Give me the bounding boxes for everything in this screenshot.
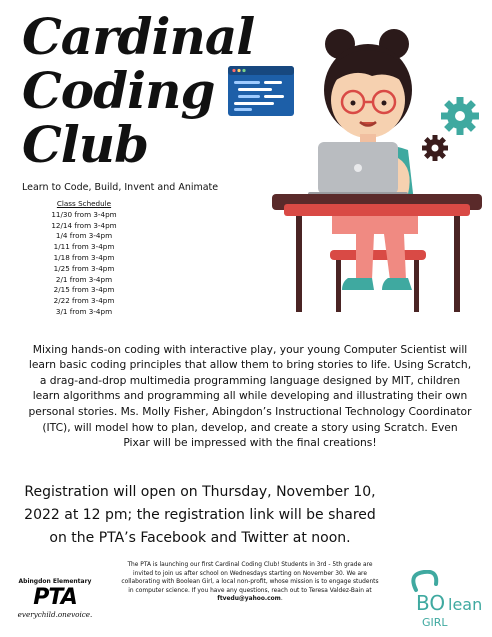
boolean-logo-part1: BO [416,591,446,615]
club-description: Mixing hands-on coding with interactive play, your young Computer Scientist will learn basic coding principles that allow them to bring stories to life. Using Scratch, a drag-and-drop multimedia programming language designed by MIT, children learn algorithms and programming all while developing and illustrating their own personal stories. Ms. Molly Fisher, Abingdon’s Instructional Technology Coordinator (ITC), will model how to plan, develop, and create a story using Scratch. Even Pixar will be impressed with the final creations! [28,342,472,450]
schedule-item: 2/15 from 3-4pm [53,285,115,295]
title-line-1: Cardinal [22,7,255,66]
title-line-2: Coding [22,61,215,120]
schedule-item: 12/14 from 3-4pm [51,220,117,230]
schedule-item: 1/25 from 3-4pm [53,263,115,273]
boolean-logo-part3: GIRL [422,616,448,629]
pta-slogan: everychild.onevoice. [17,610,93,619]
registration-notice: Registration will open on Thursday, November 10, 2022 at 12 pm; the registration link will be shared on the PTA’s Facebook and Twitter at noon. [24,484,376,546]
tagline: Learn to Code, Build, Invent and Animate [22,182,219,193]
title-line-3: Club [22,115,149,174]
pta-logo: PTA [33,585,77,610]
laptop-icon [308,142,408,197]
schedule-item: 1/4 from 3-4pm [55,231,113,241]
schedule-item: 11/30 from 3-4pm [51,209,117,219]
schedule-item: 2/1 from 3-4pm [55,274,113,284]
schedule-item: 3/1 from 3-4pm [55,306,113,316]
gear-icon [441,97,479,135]
schedule-item: 1/18 from 3-4pm [53,252,115,262]
pta-org-name: Abingdon Elementary [18,578,92,585]
boolean-logo-part2: lean [448,595,483,614]
schedule-title: Class Schedule [56,199,112,208]
class-schedule [40,199,128,318]
code-window-icon [228,66,294,116]
club-title [22,7,255,174]
gear-icon [422,135,448,161]
contact-email[interactable]: ftvedu@yahoo.com [217,596,281,603]
chair [330,250,426,312]
coding-girl-illustration [222,18,484,318]
pta-logo-block [6,578,104,619]
footer-info: The PTA is launching our first Cardinal Coding Club! Students in 3rd - 5th grade are invited to join us after school on Wednesdays starting on November 30. We are collaborating with Boolean Girl, a local non-profit, whose mission is to engage students in computer science. If you have any questions, reach out to Teresa Valdez-Bain at ftvedu@yahoo.com. [121,562,379,603]
boolean-girl-logo [402,570,488,632]
footer-body: The PTA is launching our first Cardinal Coding Club! Students in 3rd - 5th grade are invited to join us after school on Wednesdays starting on November 30. We are collaborating with Boolean Girl, a local non-profit, whose mission is to engage students in computer science. If you have any questions, reach out to Teresa Valdez-Bain at [121,562,379,594]
schedule-item: 2/22 from 3-4pm [53,296,115,306]
schedule-item: 1/11 from 3-4pm [53,242,115,252]
